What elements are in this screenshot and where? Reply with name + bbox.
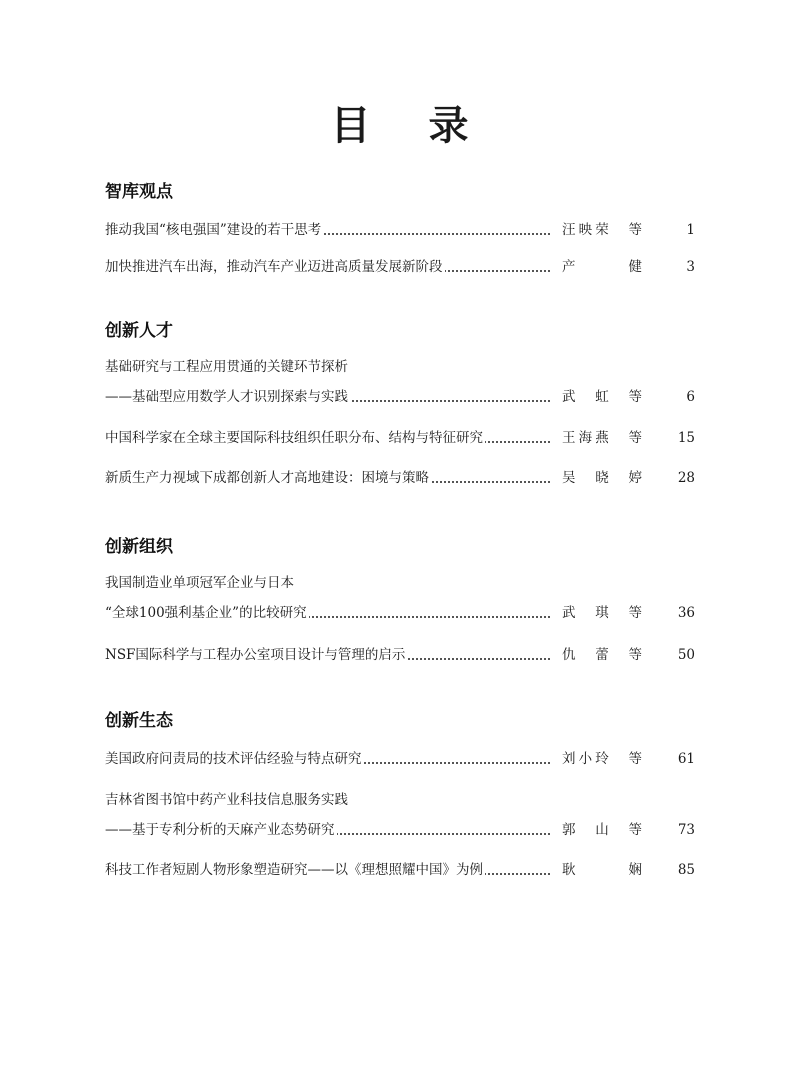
toc-entry-page: 73 bbox=[677, 822, 695, 838]
toc-entry-author: 耿 娴 bbox=[558, 859, 642, 881]
toc-entry-title-line1: 吉林省图书馆中药产业科技信息服务实践 bbox=[105, 792, 348, 808]
toc-entry-page: 15 bbox=[677, 430, 695, 446]
toc-entry-author: 仇 蕾 等 bbox=[558, 644, 642, 666]
toc-entry[interactable] bbox=[105, 219, 695, 241]
toc-entry-author: 武 虹 等 bbox=[558, 386, 642, 408]
toc-entry-author: 郭 山 等 bbox=[558, 819, 642, 841]
toc-entry-page: 36 bbox=[677, 605, 695, 621]
toc-entry-title: 加快推进汽车出海，推动汽车产业迈进高质量发展新阶段 bbox=[105, 256, 550, 278]
toc-entry[interactable] bbox=[105, 819, 695, 841]
section-heading-innovation-talent: 创新人才 bbox=[105, 321, 173, 341]
toc-entry[interactable] bbox=[105, 602, 695, 624]
toc-entry-title: NSF国际科学与工程办公室项目设计与管理的启示 bbox=[105, 644, 550, 666]
section-heading-innovation-ecosystem: 创新生态 bbox=[105, 711, 173, 731]
toc-entry-page: 61 bbox=[677, 751, 695, 767]
toc-entry-author: 王海燕 等 bbox=[558, 427, 642, 449]
toc-entry[interactable] bbox=[105, 859, 695, 881]
toc-entry-title: 中国科学家在全球主要国际科技组织任职分布、结构与特征研究 bbox=[105, 427, 550, 449]
toc-entry[interactable] bbox=[105, 386, 695, 408]
toc-entry-page: 1 bbox=[686, 222, 695, 238]
toc-entry-title: “全球100强利基企业”的比较研究 bbox=[105, 602, 550, 624]
toc-entry-page: 85 bbox=[677, 862, 695, 878]
toc-entry-title-line1: 我国制造业单项冠军企业与日本 bbox=[105, 575, 294, 591]
toc-entry-page: 3 bbox=[686, 259, 695, 275]
section-heading-think-tank: 智库观点 bbox=[105, 182, 173, 202]
toc-entry-author: 汪映荣 等 bbox=[558, 219, 642, 241]
toc-entry-title: 新质生产力视域下成都创新人才高地建设：困境与策略 bbox=[105, 467, 550, 489]
page-title: 目 录 bbox=[330, 103, 491, 149]
section-heading-innovation-organization: 创新组织 bbox=[105, 537, 173, 557]
toc-entry[interactable] bbox=[105, 467, 695, 489]
toc-entry[interactable] bbox=[105, 748, 695, 770]
toc-entry-title: 科技工作者短剧人物形象塑造研究——以《理想照耀中国》为例 bbox=[105, 859, 550, 881]
toc-entry-title: ——基于专利分析的天麻产业态势研究 bbox=[105, 819, 550, 841]
toc-entry-author: 武 琪 等 bbox=[558, 602, 642, 624]
toc-entry-title: 推动我国“核电强国”建设的若干思考 bbox=[105, 219, 550, 241]
toc-entry[interactable] bbox=[105, 427, 695, 449]
toc-entry[interactable] bbox=[105, 644, 695, 666]
toc-entry-author: 产 健 bbox=[558, 256, 642, 278]
toc-entry-page: 50 bbox=[677, 647, 695, 663]
toc-entry-title: ——基础型应用数学人才识别探索与实践 bbox=[105, 386, 550, 408]
toc-entry-title: 美国政府问责局的技术评估经验与特点研究 bbox=[105, 748, 550, 770]
toc-entry-title-line1: 基础研究与工程应用贯通的关键环节探析 bbox=[105, 359, 348, 375]
toc-entry[interactable] bbox=[105, 256, 695, 278]
toc-entry-page: 6 bbox=[686, 389, 695, 405]
toc-entry-author: 刘小玲 等 bbox=[558, 748, 642, 770]
toc-entry-page: 28 bbox=[677, 470, 695, 486]
toc-entry-author: 吴晓婷 bbox=[558, 467, 642, 489]
